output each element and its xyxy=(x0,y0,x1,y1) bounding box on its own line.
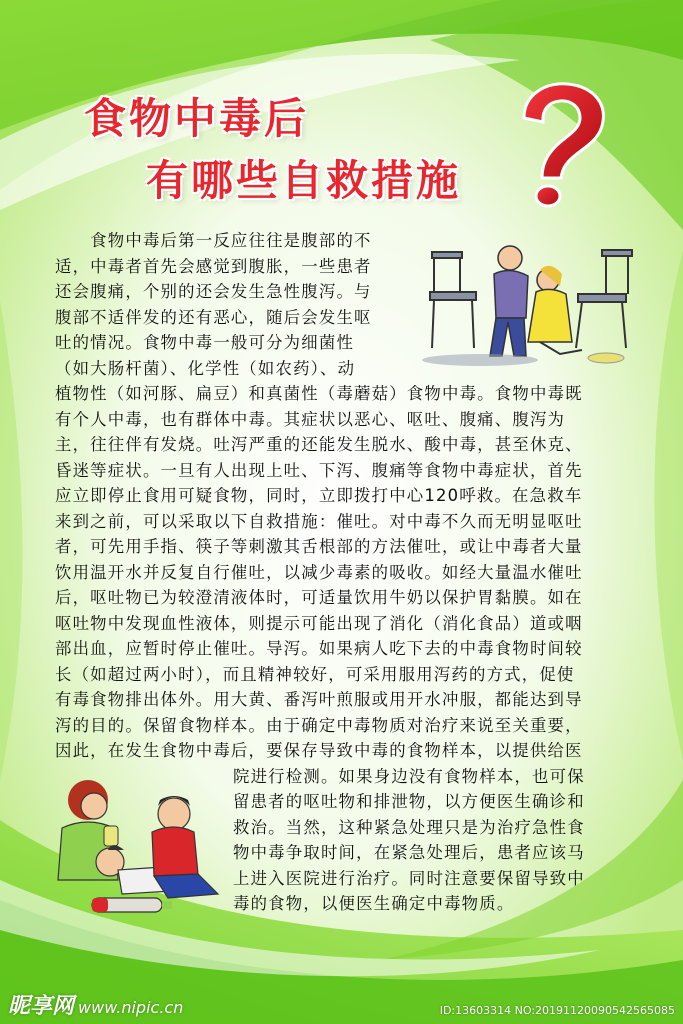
article-line: 吐的情况。食物中毒一般可分为细菌性 xyxy=(55,333,355,352)
watermark-id: ID:13603314 NO:20191120090542565085 xyxy=(439,1004,675,1017)
article-line: 还会腹痛，个别的还会发生急性腹泻。与 xyxy=(55,282,372,301)
article-line: 饮用温开水并反复自行催吐，以减少毒素的吸收。如经大量温水催吐 xyxy=(55,562,583,582)
article-line: 应立即停止食用可疑食物，同时，立即拨打中心120呼救。在急救车 xyxy=(55,486,583,505)
article-line: 泻的目的。保留食物样本。由于确定中毒物质对治疗来说至关重要， xyxy=(55,715,583,735)
article-line: 院进行检测。如果身边没有食物样本，也可保 xyxy=(233,766,585,786)
article-line: 有个人中毒，也有群体中毒。其症状以恶心、呕吐、腹痛、腹泻为 xyxy=(55,409,566,429)
article-line: 物中毒争取时间，在紧急处理后，患者应该马 xyxy=(233,843,585,862)
article-line: 留患者的呕吐物和排泄物，以方便医生确诊和 xyxy=(233,792,585,811)
article-line: 昏迷等症状。一旦有人出现上吐、下泻、腹痛等食物中毒症状，首先 xyxy=(55,460,583,480)
article-line: 腹部不适伴发的还有恶心，随后会发生呕 xyxy=(55,307,372,327)
article-line: 上进入医院进行治疗。同时注意要保留导致中 xyxy=(233,868,585,888)
article-line: 主，往往伴有发烧。吐泻严重的还能发生脱水、酸中毒，甚至休克、 xyxy=(55,435,583,454)
logo-url: www.nipic.cn xyxy=(78,998,184,1017)
article-line: 植物性（如河豚、扁豆）和真菌性（毒蘑菇）食物中毒。食物中毒既 xyxy=(55,384,583,403)
article-line: 部出血，应暂时停止催吐。导泻。如果病人吃下去的中毒食物时间较 xyxy=(55,639,583,658)
article-line: 食物中毒后第一反应往往是腹部的不 xyxy=(55,231,372,250)
sick-people-illustration xyxy=(410,230,640,370)
logo-text: 昵享网 xyxy=(8,994,75,1019)
article-line: 毒的食物，以便医生确定中毒物质。 xyxy=(233,894,515,913)
article-line: 适，中毒者首先会感觉到腹胀，一些患者 xyxy=(55,256,372,276)
article-line: 长（如超过两小时），而且精神较好，可采用服用泻药的方式，促使 xyxy=(55,664,575,684)
article-line: 者，可先用手指、筷子等刺激其舌根部的方法催吐，或让中毒者大量 xyxy=(55,537,583,556)
article-line: （如大肠杆菌）、化学性（如农药）、动 xyxy=(55,358,356,378)
title-line-1: 食物中毒后 xyxy=(84,94,310,143)
question-mark-icon xyxy=(502,80,612,210)
mother-feeding-child-illustration xyxy=(48,770,223,930)
article-line: 后，呕吐物已为较澄清液体时，可适量饮用牛奶以保护胃黏膜。如在 xyxy=(55,588,583,607)
article-line: 救治。当然，这种紧急处理只是为治疗急性食 xyxy=(233,817,585,837)
site-logo xyxy=(8,989,183,1020)
title-line-2: 有哪些自救措施 xyxy=(146,156,462,205)
footer xyxy=(0,994,683,1024)
article-line: 呕吐物中发现血性液体，则提示可能出现了消化（消化食品）道或咽 xyxy=(55,613,583,633)
article-line: 来到之前，可以采取以下自救措施：催吐。对中毒不久而无明显呕吐 xyxy=(55,511,583,531)
article-line: 因此，在发生食物中毒后，要保存导致中毒的食物样本，以提供给医 xyxy=(55,741,583,760)
article-line: 有毒食物排出体外。用大黄、番泻叶煎服或用开水冲服，都能达到导 xyxy=(55,690,583,709)
